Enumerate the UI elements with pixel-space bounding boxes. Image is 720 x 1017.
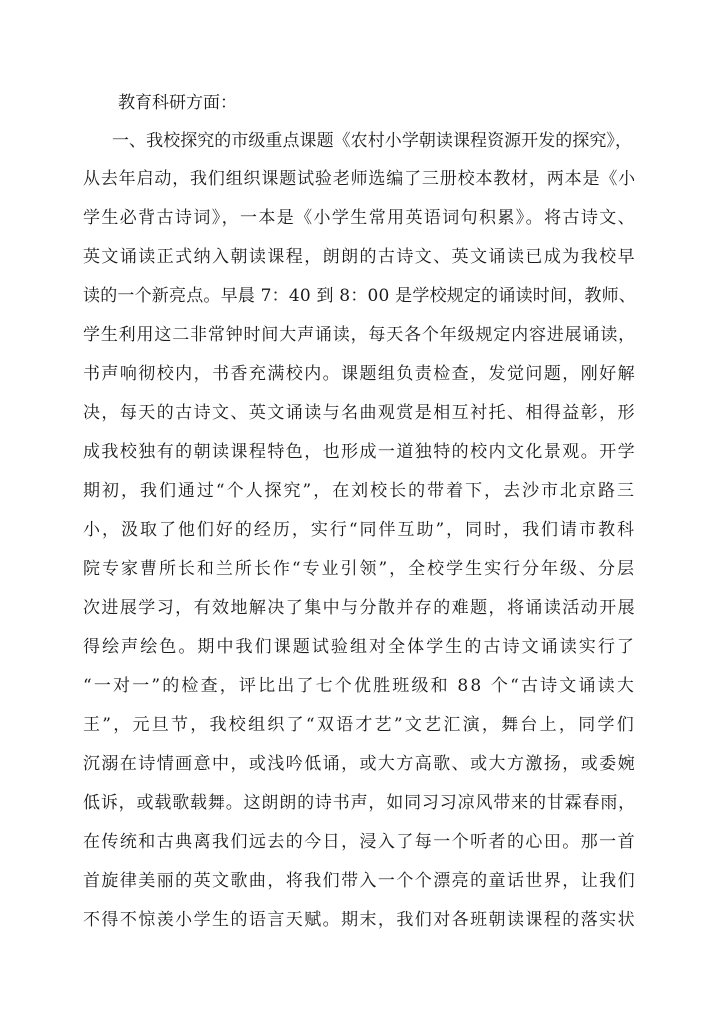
paragraph-line: 成我校独有的朝读课程特色，也形成一道独特的校内文化景观。开学 — [83, 442, 636, 462]
paragraph-line: 得绘声绘色。期中我们课题试验组对全体学生的古诗文诵读实行了 — [83, 637, 636, 657]
paragraph-line: 次进展学习，有效地解决了集中与分散并存的难题，将诵读活动开展 — [83, 598, 636, 618]
paragraph-line: 学生利用这二非常钟时间大声诵读，每天各个年级规定内容进展诵读， — [83, 325, 636, 345]
paragraph-line: 决，每天的古诗文、英文诵读与名曲观赏是相互衬托、相得益彰，形 — [83, 403, 636, 423]
paragraph-line: 一、我校探究的市级重点课题《农村小学朝读课程资源开发的探究》， — [112, 131, 632, 151]
paragraph-line: 学生必背古诗词》，一本是《小学生常用英语词句积累》。将古诗文、 — [83, 208, 636, 228]
paragraph-line: 院专家曹所长和兰所长作“专业引领”，全校学生实行分年级、分层 — [83, 559, 636, 579]
paragraph-line: 从去年启动，我们组织课题试验老师选编了三册校本教材，两本是《小 — [83, 169, 636, 189]
paragraph-line: “一对一”的检查，评比出了七个优胜班级和 88 个“古诗文诵读大 — [83, 676, 636, 696]
paragraph-line: 期初，我们通过“个人探究”，在刘校长的带着下，去沙市北京路三 — [83, 481, 636, 501]
paragraph-line: 读的一个新亮点。早晨 7：40 到 8：00 是学校规定的诵读时间，教师、 — [83, 286, 636, 306]
paragraph-line: 王”，元旦节，我校组织了“双语才艺”文艺汇演，舞台上，同学们 — [83, 715, 636, 735]
paragraph-line: 英文诵读正式纳入朝读课程，朗朗的古诗文、英文诵读已成为我校早 — [83, 247, 636, 267]
paragraph-line: 首旋律美丽的英文歌曲，将我们带入一个个漂亮的童话世界，让我们 — [83, 871, 636, 891]
paragraph-line: 沉溺在诗情画意中，或浅吟低诵，或大方高歌、或大方激扬，或委婉 — [83, 754, 636, 774]
paragraph-line: 低诉，或载歌载舞。这朗朗的诗书声，如同习习凉风带来的甘霖春雨， — [83, 793, 636, 813]
section-heading: 教育科研方面： — [118, 93, 237, 113]
paragraph-line: 不得不惊羡小学生的语言天赋。期末，我们对各班朝读课程的落实状 — [83, 910, 636, 930]
paragraph-line: 小，汲取了他们好的经历，实行“同伴互助”，同时，我们请市教科 — [83, 520, 636, 540]
paragraph-line: 在传统和古典离我们远去的今日，浸入了每一个听者的心田。那一首 — [83, 832, 636, 852]
paragraph-line: 书声响彻校内，书香充满校内。课题组负责检查，发觉问题，刚好解 — [83, 364, 636, 384]
